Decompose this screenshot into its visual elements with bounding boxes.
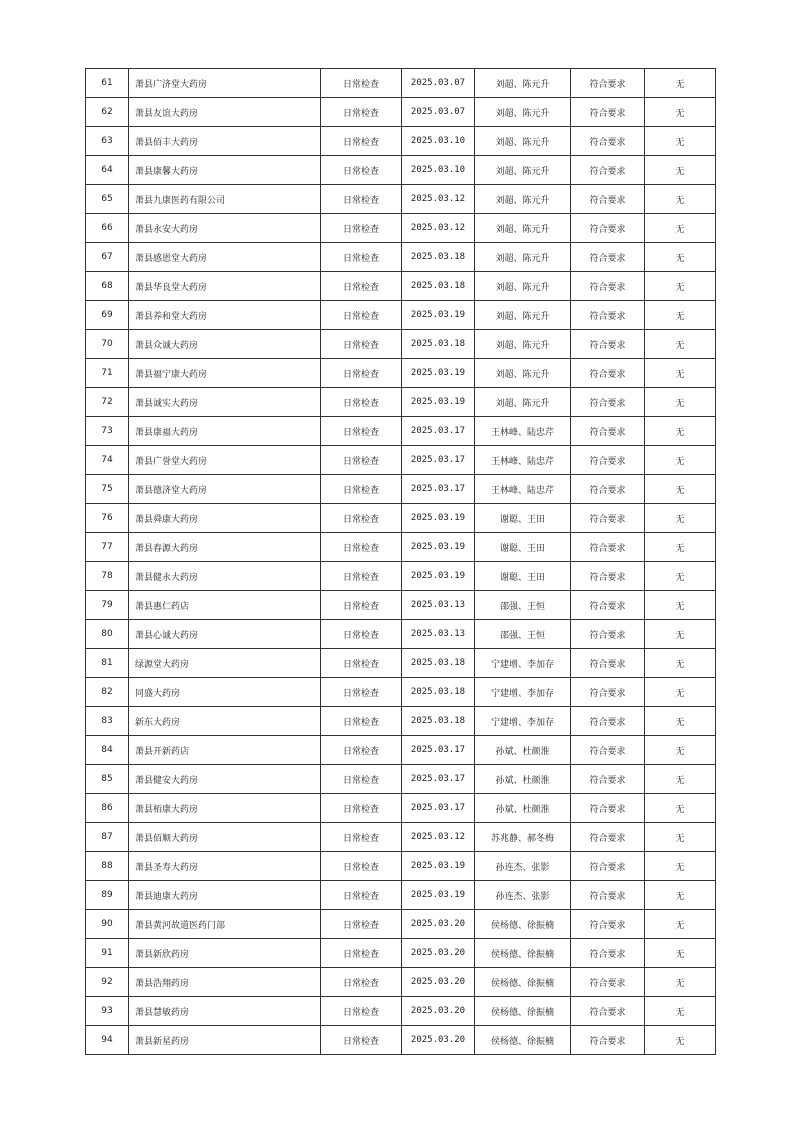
row-number-cell: 65	[86, 185, 129, 214]
issues-cell: 无	[645, 620, 716, 649]
row-number-cell: 75	[86, 475, 129, 504]
table-row	[86, 330, 716, 359]
issues-cell: 无	[645, 475, 716, 504]
inspection-type-cell: 日常检查	[321, 388, 402, 417]
issues-cell: 无	[645, 359, 716, 388]
inspection-date-cell: 2025.03.19	[402, 562, 475, 591]
inspectors-cell: 侯杨德、徐振楠	[475, 939, 571, 968]
inspection-type-cell: 日常检查	[321, 533, 402, 562]
inspection-type-cell: 日常检查	[321, 997, 402, 1026]
inspection-date-cell: 2025.03.18	[402, 272, 475, 301]
inspection-type-cell: 日常检查	[321, 910, 402, 939]
issues-cell: 无	[645, 562, 716, 591]
table-row	[86, 272, 716, 301]
table-row	[86, 707, 716, 736]
row-number-cell: 78	[86, 562, 129, 591]
result-cell: 符合要求	[571, 881, 645, 910]
inspectors-cell: 刘超、陈元升	[475, 243, 571, 272]
result-cell: 符合要求	[571, 417, 645, 446]
inspectors-cell: 刘超、陈元升	[475, 98, 571, 127]
issues-cell: 无	[645, 533, 716, 562]
result-cell: 符合要求	[571, 562, 645, 591]
row-number-cell: 82	[86, 678, 129, 707]
pharmacy-name-cell: 萧县新欣药房	[129, 939, 321, 968]
pharmacy-name-cell: 萧县圣寿大药房	[129, 852, 321, 881]
inspection-type-cell: 日常检查	[321, 156, 402, 185]
row-number-cell: 71	[86, 359, 129, 388]
pharmacy-name-cell: 萧县开新药店	[129, 736, 321, 765]
row-number-cell: 89	[86, 881, 129, 910]
result-cell: 符合要求	[571, 243, 645, 272]
inspectors-cell: 谢聪、王田	[475, 533, 571, 562]
inspection-date-cell: 2025.03.20	[402, 997, 475, 1026]
inspectors-cell: 孙连杰、张影	[475, 881, 571, 910]
inspectors-cell: 谢聪、王田	[475, 504, 571, 533]
issues-cell: 无	[645, 301, 716, 330]
inspection-date-cell: 2025.03.18	[402, 649, 475, 678]
row-number-cell: 92	[86, 968, 129, 997]
pharmacy-name-cell: 萧县春源大药房	[129, 533, 321, 562]
result-cell: 符合要求	[571, 1026, 645, 1055]
result-cell: 符合要求	[571, 533, 645, 562]
inspection-date-cell: 2025.03.07	[402, 69, 475, 98]
issues-cell: 无	[645, 185, 716, 214]
row-number-cell: 66	[86, 214, 129, 243]
inspection-type-cell: 日常检查	[321, 881, 402, 910]
inspection-date-cell: 2025.03.17	[402, 446, 475, 475]
table-row	[86, 1026, 716, 1055]
inspection-date-cell: 2025.03.19	[402, 881, 475, 910]
inspectors-cell: 王林峰、陆忠芹	[475, 475, 571, 504]
result-cell: 符合要求	[571, 156, 645, 185]
inspectors-cell: 刘超、陈元升	[475, 156, 571, 185]
row-number-cell: 83	[86, 707, 129, 736]
result-cell: 符合要求	[571, 69, 645, 98]
inspection-date-cell: 2025.03.20	[402, 939, 475, 968]
row-number-cell: 70	[86, 330, 129, 359]
pharmacy-name-cell: 新东大药房	[129, 707, 321, 736]
row-number-cell: 61	[86, 69, 129, 98]
inspection-date-cell: 2025.03.07	[402, 98, 475, 127]
inspection-date-cell: 2025.03.17	[402, 736, 475, 765]
result-cell: 符合要求	[571, 388, 645, 417]
inspectors-cell: 邵强、王恒	[475, 591, 571, 620]
inspection-date-cell: 2025.03.18	[402, 678, 475, 707]
inspection-type-cell: 日常检查	[321, 968, 402, 997]
inspectors-cell: 谢聪、王田	[475, 562, 571, 591]
issues-cell: 无	[645, 504, 716, 533]
inspectors-cell: 刘超、陈元升	[475, 69, 571, 98]
issues-cell: 无	[645, 127, 716, 156]
result-cell: 符合要求	[571, 301, 645, 330]
table-row	[86, 504, 716, 533]
issues-cell: 无	[645, 330, 716, 359]
inspection-type-cell: 日常检查	[321, 185, 402, 214]
result-cell: 符合要求	[571, 359, 645, 388]
inspection-date-cell: 2025.03.18	[402, 330, 475, 359]
result-cell: 符合要求	[571, 678, 645, 707]
table-row	[86, 359, 716, 388]
issues-cell: 无	[645, 939, 716, 968]
row-number-cell: 74	[86, 446, 129, 475]
pharmacy-name-cell: 萧县感恩堂大药房	[129, 243, 321, 272]
inspectors-cell: 刘超、陈元升	[475, 359, 571, 388]
inspection-date-cell: 2025.03.18	[402, 243, 475, 272]
result-cell: 符合要求	[571, 620, 645, 649]
result-cell: 符合要求	[571, 707, 645, 736]
issues-cell: 无	[645, 214, 716, 243]
inspectors-cell: 宁建增、李加存	[475, 707, 571, 736]
pharmacy-name-cell: 萧县健永大药房	[129, 562, 321, 591]
inspection-type-cell: 日常检查	[321, 330, 402, 359]
row-number-cell: 90	[86, 910, 129, 939]
inspectors-cell: 刘超、陈元升	[475, 214, 571, 243]
pharmacy-name-cell: 萧县华良堂大药房	[129, 272, 321, 301]
result-cell: 符合要求	[571, 968, 645, 997]
issues-cell: 无	[645, 707, 716, 736]
table-row	[86, 475, 716, 504]
table-row	[86, 910, 716, 939]
inspectors-cell: 孙斌、杜颜淮	[475, 794, 571, 823]
pharmacy-name-cell: 萧县众诚大药房	[129, 330, 321, 359]
inspection-type-cell: 日常检查	[321, 69, 402, 98]
inspection-date-cell: 2025.03.10	[402, 127, 475, 156]
row-number-cell: 94	[86, 1026, 129, 1055]
row-number-cell: 87	[86, 823, 129, 852]
inspection-type-cell: 日常检查	[321, 98, 402, 127]
row-number-cell: 69	[86, 301, 129, 330]
result-cell: 符合要求	[571, 214, 645, 243]
pharmacy-name-cell: 萧县福宁康大药房	[129, 359, 321, 388]
inspectors-cell: 孙连杰、张影	[475, 852, 571, 881]
issues-cell: 无	[645, 69, 716, 98]
table-row	[86, 301, 716, 330]
inspection-type-cell: 日常检查	[321, 417, 402, 446]
row-number-cell: 73	[86, 417, 129, 446]
inspection-type-cell: 日常检查	[321, 649, 402, 678]
table-row	[86, 417, 716, 446]
issues-cell: 无	[645, 823, 716, 852]
pharmacy-name-cell: 萧县佰丰大药房	[129, 127, 321, 156]
pharmacy-name-cell: 萧县佰顺大药房	[129, 823, 321, 852]
pharmacy-name-cell: 萧县友谊大药房	[129, 98, 321, 127]
table-row	[86, 185, 716, 214]
result-cell: 符合要求	[571, 185, 645, 214]
inspection-date-cell: 2025.03.17	[402, 765, 475, 794]
inspection-type-cell: 日常检查	[321, 359, 402, 388]
result-cell: 符合要求	[571, 649, 645, 678]
pharmacy-name-cell: 萧县健安大药房	[129, 765, 321, 794]
row-number-cell: 85	[86, 765, 129, 794]
row-number-cell: 72	[86, 388, 129, 417]
table-row	[86, 156, 716, 185]
inspection-date-cell: 2025.03.19	[402, 852, 475, 881]
result-cell: 符合要求	[571, 765, 645, 794]
inspection-date-cell: 2025.03.19	[402, 533, 475, 562]
inspection-date-cell: 2025.03.12	[402, 823, 475, 852]
table-row	[86, 388, 716, 417]
row-number-cell: 91	[86, 939, 129, 968]
inspection-date-cell: 2025.03.17	[402, 794, 475, 823]
inspection-type-cell: 日常检查	[321, 591, 402, 620]
row-number-cell: 86	[86, 794, 129, 823]
table-row	[86, 997, 716, 1026]
result-cell: 符合要求	[571, 794, 645, 823]
table-row	[86, 736, 716, 765]
inspection-date-cell: 2025.03.20	[402, 1026, 475, 1055]
inspection-date-cell: 2025.03.13	[402, 591, 475, 620]
inspectors-cell: 刘超、陈元升	[475, 301, 571, 330]
inspection-date-cell: 2025.03.12	[402, 214, 475, 243]
pharmacy-name-cell: 萧县惠仁药店	[129, 591, 321, 620]
row-number-cell: 84	[86, 736, 129, 765]
issues-cell: 无	[645, 388, 716, 417]
issues-cell: 无	[645, 910, 716, 939]
pharmacy-name-cell: 萧县心诚大药房	[129, 620, 321, 649]
issues-cell: 无	[645, 794, 716, 823]
table-row	[86, 765, 716, 794]
row-number-cell: 80	[86, 620, 129, 649]
issues-cell: 无	[645, 968, 716, 997]
inspectors-cell: 刘超、陈元升	[475, 272, 571, 301]
table-row	[86, 678, 716, 707]
result-cell: 符合要求	[571, 939, 645, 968]
table-row	[86, 649, 716, 678]
row-number-cell: 67	[86, 243, 129, 272]
table-row	[86, 823, 716, 852]
inspection-type-cell: 日常检查	[321, 127, 402, 156]
inspection-date-cell: 2025.03.18	[402, 707, 475, 736]
inspection-type-cell: 日常检查	[321, 852, 402, 881]
inspection-date-cell: 2025.03.10	[402, 156, 475, 185]
pharmacy-name-cell: 萧县广誉堂大药房	[129, 446, 321, 475]
table-body	[86, 69, 716, 1055]
inspection-date-cell: 2025.03.19	[402, 388, 475, 417]
issues-cell: 无	[645, 997, 716, 1026]
table-row	[86, 214, 716, 243]
table-row	[86, 446, 716, 475]
table-row	[86, 968, 716, 997]
pharmacy-name-cell: 萧县诚实大药房	[129, 388, 321, 417]
issues-cell: 无	[645, 765, 716, 794]
inspection-type-cell: 日常检查	[321, 823, 402, 852]
pharmacy-name-cell: 绿源堂大药房	[129, 649, 321, 678]
inspection-date-cell: 2025.03.20	[402, 910, 475, 939]
table-row	[86, 852, 716, 881]
table-row	[86, 562, 716, 591]
issues-cell: 无	[645, 98, 716, 127]
inspection-type-cell: 日常检查	[321, 678, 402, 707]
row-number-cell: 63	[86, 127, 129, 156]
row-number-cell: 62	[86, 98, 129, 127]
table-row	[86, 243, 716, 272]
inspection-date-cell: 2025.03.19	[402, 504, 475, 533]
inspection-type-cell: 日常检查	[321, 620, 402, 649]
inspectors-cell: 宁建增、李加存	[475, 649, 571, 678]
result-cell: 符合要求	[571, 446, 645, 475]
issues-cell: 无	[645, 678, 716, 707]
table-row	[86, 69, 716, 98]
inspection-type-cell: 日常检查	[321, 504, 402, 533]
inspection-type-cell: 日常检查	[321, 243, 402, 272]
result-cell: 符合要求	[571, 127, 645, 156]
result-cell: 符合要求	[571, 272, 645, 301]
inspectors-cell: 刘超、陈元升	[475, 185, 571, 214]
inspectors-cell: 宁建增、李加存	[475, 678, 571, 707]
inspectors-cell: 侯杨德、徐振楠	[475, 910, 571, 939]
issues-cell: 无	[645, 649, 716, 678]
issues-cell: 无	[645, 417, 716, 446]
inspection-type-cell: 日常检查	[321, 1026, 402, 1055]
row-number-cell: 68	[86, 272, 129, 301]
table-row	[86, 127, 716, 156]
result-cell: 符合要求	[571, 736, 645, 765]
result-cell: 符合要求	[571, 910, 645, 939]
inspection-date-cell: 2025.03.12	[402, 185, 475, 214]
result-cell: 符合要求	[571, 997, 645, 1026]
inspectors-cell: 刘超、陈元升	[475, 330, 571, 359]
issues-cell: 无	[645, 852, 716, 881]
issues-cell: 无	[645, 736, 716, 765]
inspection-date-cell: 2025.03.13	[402, 620, 475, 649]
inspection-type-cell: 日常检查	[321, 736, 402, 765]
result-cell: 符合要求	[571, 591, 645, 620]
inspectors-cell: 苏兆静、郝冬梅	[475, 823, 571, 852]
inspection-type-cell: 日常检查	[321, 707, 402, 736]
issues-cell: 无	[645, 243, 716, 272]
inspectors-cell: 侯杨德、徐振楠	[475, 1026, 571, 1055]
issues-cell: 无	[645, 446, 716, 475]
table-row	[86, 533, 716, 562]
result-cell: 符合要求	[571, 330, 645, 359]
inspection-type-cell: 日常检查	[321, 272, 402, 301]
inspection-type-cell: 日常检查	[321, 794, 402, 823]
table-row	[86, 794, 716, 823]
issues-cell: 无	[645, 1026, 716, 1055]
pharmacy-name-cell: 萧县栢康大药房	[129, 794, 321, 823]
pharmacy-name-cell: 萧县永安大药房	[129, 214, 321, 243]
pharmacy-name-cell: 萧县慧敏药房	[129, 997, 321, 1026]
inspection-date-cell: 2025.03.17	[402, 417, 475, 446]
inspection-date-cell: 2025.03.19	[402, 359, 475, 388]
inspectors-cell: 邵强、王恒	[475, 620, 571, 649]
inspection-type-cell: 日常检查	[321, 765, 402, 794]
inspectors-cell: 侯杨德、徐振楠	[475, 968, 571, 997]
row-number-cell: 88	[86, 852, 129, 881]
pharmacy-name-cell: 萧县养和堂大药房	[129, 301, 321, 330]
inspection-type-cell: 日常检查	[321, 562, 402, 591]
inspection-type-cell: 日常检查	[321, 475, 402, 504]
inspection-type-cell: 日常检查	[321, 446, 402, 475]
row-number-cell: 64	[86, 156, 129, 185]
issues-cell: 无	[645, 272, 716, 301]
pharmacy-name-cell: 萧县舜康大药房	[129, 504, 321, 533]
inspection-type-cell: 日常检查	[321, 214, 402, 243]
table-row	[86, 939, 716, 968]
inspection-date-cell: 2025.03.19	[402, 301, 475, 330]
result-cell: 符合要求	[571, 98, 645, 127]
pharmacy-name-cell: 萧县九康医药有限公司	[129, 185, 321, 214]
inspectors-cell: 侯杨德、徐振楠	[475, 997, 571, 1026]
inspectors-cell: 刘超、陈元升	[475, 127, 571, 156]
table-row	[86, 591, 716, 620]
row-number-cell: 77	[86, 533, 129, 562]
row-number-cell: 79	[86, 591, 129, 620]
issues-cell: 无	[645, 591, 716, 620]
issues-cell: 无	[645, 156, 716, 185]
pharmacy-name-cell: 萧县德济堂大药房	[129, 475, 321, 504]
result-cell: 符合要求	[571, 475, 645, 504]
pharmacy-name-cell: 萧县康馨大药房	[129, 156, 321, 185]
inspection-date-cell: 2025.03.17	[402, 475, 475, 504]
row-number-cell: 93	[86, 997, 129, 1026]
result-cell: 符合要求	[571, 823, 645, 852]
table-row	[86, 620, 716, 649]
inspectors-cell: 王林峰、陆忠芹	[475, 417, 571, 446]
inspection-type-cell: 日常检查	[321, 301, 402, 330]
pharmacy-name-cell: 萧县黄河故道医药门部	[129, 910, 321, 939]
pharmacy-name-cell: 同盛大药房	[129, 678, 321, 707]
issues-cell: 无	[645, 881, 716, 910]
pharmacy-name-cell: 萧县新星药房	[129, 1026, 321, 1055]
result-cell: 符合要求	[571, 504, 645, 533]
row-number-cell: 76	[86, 504, 129, 533]
pharmacy-name-cell: 萧县广济堂大药房	[129, 69, 321, 98]
inspection-type-cell: 日常检查	[321, 939, 402, 968]
inspectors-cell: 孙斌、杜颜淮	[475, 765, 571, 794]
table-row	[86, 881, 716, 910]
pharmacy-name-cell: 萧县康福大药房	[129, 417, 321, 446]
inspectors-cell: 刘超、陈元升	[475, 388, 571, 417]
inspectors-cell: 孙斌、杜颜淮	[475, 736, 571, 765]
pharmacy-name-cell: 萧县浩翔药房	[129, 968, 321, 997]
pharmacy-name-cell: 萧县迪康大药房	[129, 881, 321, 910]
inspectors-cell: 王林峰、陆忠芹	[475, 446, 571, 475]
table-row	[86, 98, 716, 127]
row-number-cell: 81	[86, 649, 129, 678]
result-cell: 符合要求	[571, 852, 645, 881]
inspection-date-cell: 2025.03.20	[402, 968, 475, 997]
inspection-table	[85, 68, 716, 1055]
